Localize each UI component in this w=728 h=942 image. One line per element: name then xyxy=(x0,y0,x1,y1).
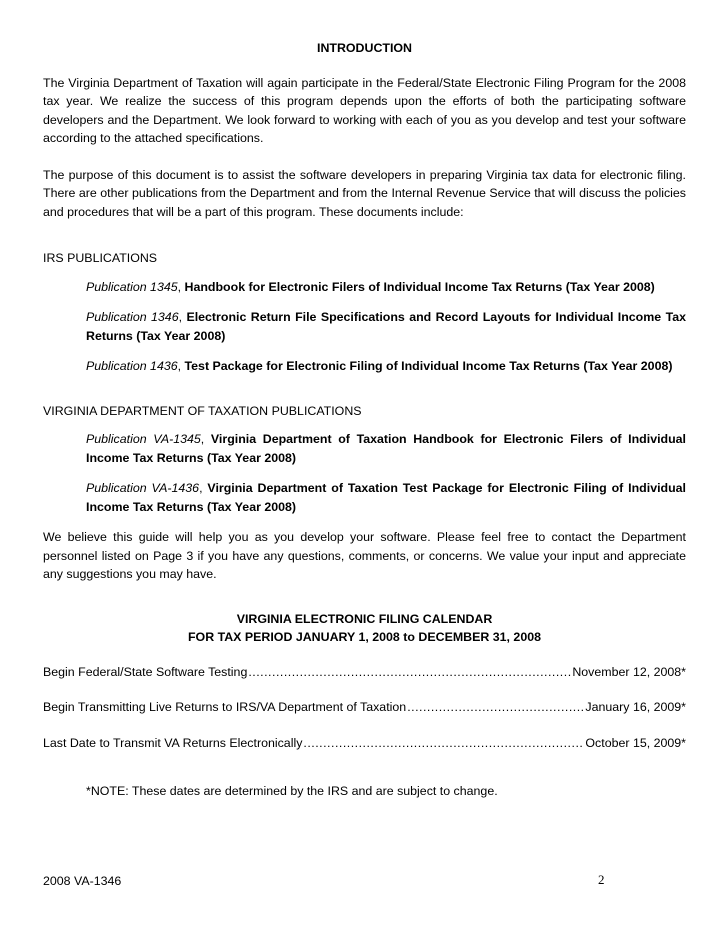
publication-number: Publication VA-1436 xyxy=(86,481,200,495)
publication-entry: Publication VA-1345, Virginia Department of Taxation Handbook for Electronic Filers of Individual Income Tax Returns (Tax Year 2008) xyxy=(86,432,686,465)
closing-paragraph: We believe this guide will help you as you develop your software. Please feel free to contact the Department personnel listed on Page 3 if you have any questions, comments, or concerns. We value your input and appreciate any suggestions you may have. xyxy=(43,530,686,581)
calendar-event-label: Last Date to Transmit VA Returns Electronically xyxy=(43,735,303,750)
calendar-title-line-2: FOR TAX PERIOD JANUARY 1, 2008 to DECEMBER 31, 2008 xyxy=(187,630,541,644)
publication-title: Electronic Return File Specifications and Record Layouts for Individual Income Tax Returns (Tax Year 2008) xyxy=(86,310,686,343)
publication-number: Publication VA-1345 xyxy=(86,432,201,446)
calendar-row xyxy=(43,698,686,717)
intro-paragraph-2: The purpose of this document is to assist the software developers in preparing Virginia tax data for electronic filing. There are other publications from the Department and from the Internal Revenue Service that will discuss the policies and procedures that will be a part of this program. These documents include: xyxy=(43,167,686,219)
calendar-row xyxy=(43,734,686,753)
document-page xyxy=(43,39,686,801)
calendar-note: *NOTE: These dates are determined by the IRS and are subject to change. xyxy=(86,784,498,798)
publication-entry: Publication 1346, Electronic Return File Specifications and Record Layouts for Individual Income Tax Returns (Tax Year 2008) xyxy=(86,310,686,343)
irs-publications-heading: IRS PUBLICATIONS xyxy=(43,251,158,265)
publication-title: Test Package for Electronic Filing of Individual Income Tax Returns (Tax Year 2008) xyxy=(184,359,673,373)
intro-paragraph-1: The Virginia Department of Taxation will again participate in the Federal/State Electronic Filing Program for the 2008 tax year. We realize the success of this program depends upon the efforts of both the participating software developers and the Department. We look forward to working with each of you as you develop and test your software according to the attached specifications. xyxy=(43,75,686,145)
publication-title: Virginia Department of Taxation Handbook for Electronic Filers of Individual Income Tax Returns (Tax Year 2008) xyxy=(86,432,686,465)
publication-number: Publication 1436 xyxy=(86,359,178,373)
calendar-title-line-1: VIRGINIA ELECTRONIC FILING CALENDAR xyxy=(236,611,493,626)
dot-leader xyxy=(407,698,584,717)
calendar-row xyxy=(43,663,686,682)
publication-entry: Publication VA-1436, Virginia Department of Taxation Test Package for Electronic Filing of Individual Income Tax Returns (Tax Year 2008) xyxy=(86,481,686,514)
calendar-event-date: October 15, 2009* xyxy=(585,735,686,750)
calendar-event-label: Begin Federal/State Software Testing xyxy=(43,664,248,679)
dot-leader xyxy=(303,734,584,753)
calendar-event-label: Begin Transmitting Live Returns to IRS/VA Department of Taxation xyxy=(43,700,407,714)
publication-number: Publication 1345 xyxy=(86,279,178,294)
footer-page-number: 2 xyxy=(598,872,605,887)
publication-entry: Publication 1436, Test Package for Electronic Filing of Individual Income Tax Returns (Tax Year 2008) xyxy=(86,359,673,373)
footer-document-id: 2008 VA-1346 xyxy=(43,874,122,888)
dot-leader xyxy=(248,663,571,682)
publication-number: Publication 1346 xyxy=(86,310,179,324)
publication-title: Virginia Department of Taxation Test Package for Electronic Filing of Individual Income Tax Returns (Tax Year 2008) xyxy=(86,481,686,514)
calendar-event-date: November 12, 2008* xyxy=(572,664,686,679)
intro-title: INTRODUCTION xyxy=(317,41,412,55)
publication-entry: Publication 1345, Handbook for Electronic Filers of Individual Income Tax Returns (Tax Year 2008) xyxy=(86,279,655,294)
publication-title: Handbook for Electronic Filers of Individual Income Tax Returns (Tax Year 2008) xyxy=(184,279,655,294)
calendar-event-date: January 16, 2009* xyxy=(585,700,686,714)
va-publications-heading: VIRGINIA DEPARTMENT OF TAXATION PUBLICATIONS xyxy=(43,403,362,418)
